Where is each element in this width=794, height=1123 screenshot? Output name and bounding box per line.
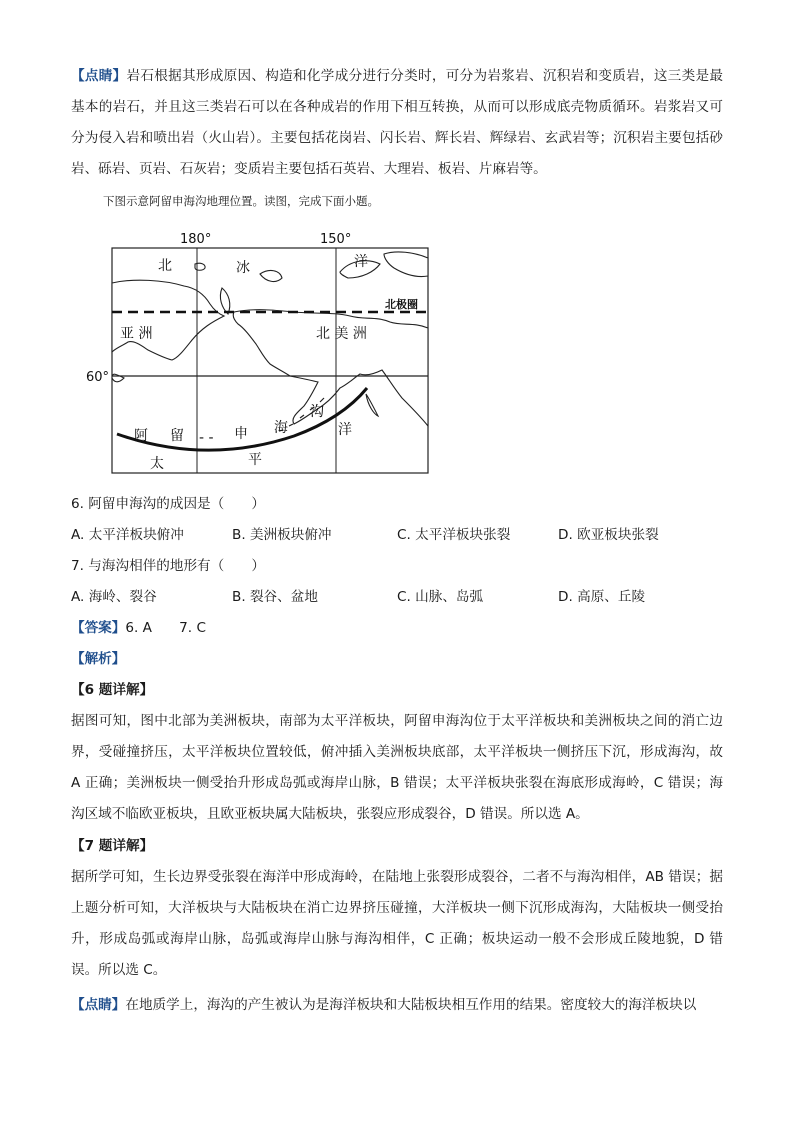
ocean-label-yang: 洋 (354, 254, 368, 270)
q7-option-a: A. 海岭、裂谷 (71, 589, 157, 605)
trench-label-a: 阿 (134, 428, 148, 444)
trench-label-dash: - - (199, 430, 214, 446)
detail7-text: 据所学可知，生长边界受张裂在海洋中形成海岭，在陆地上张裂形成裂谷，二者不与海沟相伴，AB 错误；据上题分析可知，大洋板块与大陆板块在消亡边界挤压碰撞，大洋板块一侧下沉形成海沟，大陆板块一侧受抬升，形成岛弧或海岸山脉，岛弧或海岸山脉与海沟相伴，C 正确；板块运动一般不会形成丘陵地貌，D 错误。所以选 C。 (71, 869, 723, 978)
north-america-label: 北 美 洲 (316, 326, 367, 342)
arctic-circle-label: 北极圈 (385, 298, 418, 311)
asia-label: 亚 洲 (120, 326, 153, 342)
dianjing2-text: 在地质学上，海沟的产生被认为是海洋板块和大陆板块相互作用的结果。密度较大的海洋板块以 (125, 997, 697, 1013)
q7-option-d: D. 高原、丘陵 (558, 589, 646, 605)
ocean-label-bei: 北 (158, 258, 172, 274)
q7-option-c: C. 山脉、岛弧 (397, 589, 484, 605)
map-intro: 下图示意阿留申海沟地理位置。读图，完成下面小题。 (103, 194, 379, 208)
q6-option-a: A. 太平洋板块俯冲 (71, 527, 184, 543)
trench-label-shen: 申 (234, 426, 248, 442)
dianjing-text: 岩石根据其形成原因、构造和化学成分进行分类时，可分为岩浆岩、沉积岩和变质岩，这三类是最基本的岩石，并且这三类岩石可以在各种成岩的作用下相互转换，从而可以形成底壳物质循环。岩浆岩又可分为侵入岩和喷出岩（火山岩）。主要包括花岗岩、闪长岩、辉长岩、辉绿岩、玄武岩等；沉积岩主要包括砂岩、砾岩、页岩、石灰岩；变质岩主要包括石英岩、大理岩、板岩、片麻岩等。 (71, 68, 723, 177)
q7-stem: 7. 与海沟相伴的地形有（ ） (71, 558, 266, 574)
q6-option-d: D. 欧亚板块张裂 (558, 527, 659, 543)
analysis-tag: 【解析】 (71, 651, 126, 667)
detail7-title: 【7 题详解】 (71, 838, 154, 854)
pacific-label-yang: 洋 (338, 422, 352, 438)
q6-option-c: C. 太平洋板块张裂 (397, 527, 511, 543)
pacific-label-tai: 太 (150, 456, 164, 472)
pacific-label-ping: 平 (248, 452, 262, 468)
q6-option-b: B. 美洲板块俯冲 (232, 527, 332, 543)
trench-label-hai: 海 (274, 420, 288, 436)
trench-label-gou: 沟 (310, 404, 324, 420)
ocean-label-bing: 冰 (236, 260, 250, 276)
dianjing-paragraph-2 (71, 990, 723, 1021)
answer-text: 6. A 7. C (125, 620, 206, 636)
aleutian-trench-map (84, 228, 430, 476)
dianjing-tag: 【点睛】 (71, 68, 127, 84)
q6-stem: 6. 阿留申海沟的成因是（ ） (71, 496, 266, 512)
lat-60-label: 60° (86, 370, 110, 385)
detail6-text: 据图可知，图中北部为美洲板块，南部为太平洋板块，阿留申海沟位于太平洋板块和美洲板块之间的消亡边界，受碰撞挤压，太平洋板块位置较低，俯冲插入美洲板块底部，太平洋板块一侧挤压下沉，形成海沟，故 A 正确；美洲板块一侧受抬升形成岛弧或海岸山脉，B 错误；太平洋板块张裂在海底形成海岭，C 错误；海沟区域不临欧亚板块，且欧亚板块属大陆板块，张裂应形成裂谷，D 错误。所以选 A。 (71, 713, 723, 822)
detail6-title: 【6 题详解】 (71, 682, 154, 698)
lon-150-label: 150° (320, 232, 352, 247)
trench-label-liu: 留 (170, 428, 184, 444)
lon-180-label: 180° (180, 232, 212, 247)
dianjing-paragraph-1 (71, 61, 723, 185)
answer-line (71, 618, 206, 638)
dianjing2-tag: 【点睛】 (71, 997, 126, 1013)
q7-option-b: B. 裂谷、盆地 (232, 589, 318, 605)
answer-tag: 【答案】 (71, 620, 126, 636)
